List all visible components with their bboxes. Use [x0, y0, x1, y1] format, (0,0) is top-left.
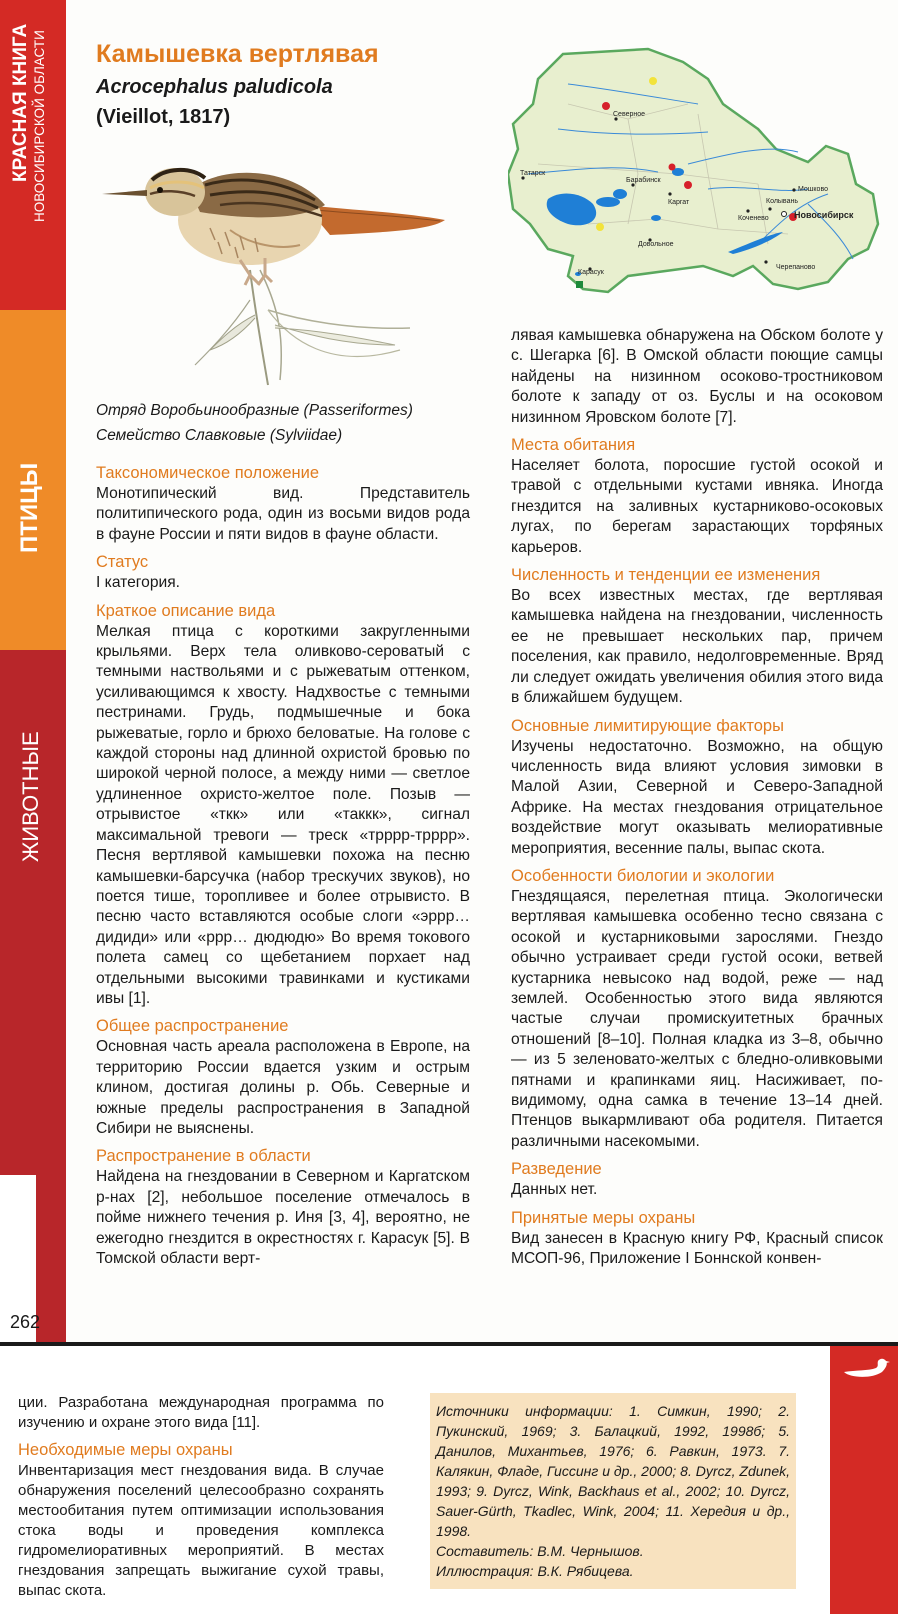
map-label: Черепаново	[776, 264, 816, 271]
sources-text: Источники информации: 1. Симкин, 1990; 2. Пукинский, 1969; 3. Балацкий, 1992, 1998б; 5. Данилов, Михантьев, 1976; 6. Равкин, 1973. 7. Калякин, Фладе, Гиссинг и др., 2000; 8. Dyrcz, Zdunek, 1993; 9. Dyrcz, Wink, Backhaus et al., 2002; 10. Dyrcz, Sauer-Gürth, Tkadlec, Wink, 2004; 11. Хередия и др., 1998.	[436, 1403, 790, 1539]
map-label: Карасук	[578, 269, 604, 276]
compiler-text: Составитель: В.М. Чернышов.	[436, 1543, 644, 1559]
map-label: Каргат	[668, 199, 690, 206]
section-heading: Разведение	[511, 1160, 602, 1179]
section-text: Основная часть ареала расположена в Европе, на территорию России вдается узким и острым клином, достигая долины р. Обь. Северные и южные пределы распространения в Западной Сибири не выяснены.	[96, 1038, 470, 1137]
section-text: Монотипический вид. Представитель политипического рода, один из восьми видов рода в фауне России и пяти видов в фауне области.	[96, 485, 470, 543]
taxonomy-order: Отряд Воробьинообразные (Passeriformes)	[96, 402, 413, 419]
map-label: Довольное	[638, 241, 674, 248]
lower-left-column	[18, 1393, 384, 1607]
distribution-map	[508, 44, 888, 294]
section-heading: Общее распространение	[96, 1017, 289, 1036]
map-label: Коченево	[738, 215, 769, 222]
section-heading: Места обитания	[511, 436, 636, 455]
duck-icon	[842, 1356, 890, 1380]
section-heading: Распространение в области	[96, 1147, 311, 1166]
section-heading: Статус	[96, 553, 149, 572]
section-heading: Основные лимитирующие факторы	[511, 716, 784, 735]
page-divider	[0, 1342, 898, 1346]
page-number: 262	[10, 1312, 41, 1332]
section-heading: Краткое описание вида	[96, 601, 276, 620]
section-text: I категория.	[96, 574, 180, 592]
section-heading: Таксономическое положение	[96, 464, 320, 482]
section-heading: Особенности биологии и экологии	[511, 866, 775, 885]
species-author: (Vieillot, 1817)	[96, 106, 231, 128]
book-title: КРАСНАЯ КНИГА	[10, 23, 31, 182]
section-text: ции. Разработана международная программа по изучению и охране этого вида [11].	[18, 1394, 384, 1431]
species-latin: Acrocephalus paludicola	[96, 76, 333, 98]
kingdom-label: ЖИВОТНЫЕ	[18, 731, 43, 862]
section-label: ПТИЦЫ	[16, 462, 43, 553]
right-column	[511, 326, 883, 1275]
bird-illustration	[100, 150, 470, 390]
section-text: Данных нет.	[511, 1181, 598, 1199]
lower-red-band	[830, 1346, 898, 1614]
section-text: Вид занесен в Красную книгу РФ, Красный список МСОП-96, Приложение I Боннской конвен-	[511, 1229, 883, 1268]
section-text: лявая камышевка обнаружена на Обском болоте у с. Шегарка [6]. В Омской области поющие самцы найдены на низинном осоково-тростниковом болоте к западу от оз. Буслы и на осоковом низинном Яровском болоте [7].	[511, 327, 883, 426]
section-heading: Принятые меры охраны	[511, 1208, 696, 1227]
section-text: Найдена на гнездовании в Северном и Каргатском р-нах [2], небольшое поселение отмечалось в пойме нижнего течения р. Иня [3, 4], вероятно, не ежегодно гнездится в окрестностях г. Карасук [5]. В Томской области верт-	[96, 1168, 470, 1267]
section-text: Во всех известных местах, где вертлявая камышевка найдена на гнездовании, численность ее не превышает нескольких пар, причем поселения, как правило, недолговременные. Вряд ли следует ожидать увеличения обилия этого вида в ближайшем будущем.	[511, 587, 883, 707]
section-text: Изучены недостаточно. Возможно, на общую численность вида влияют условия зимовки в Малой Азии, Северной и Северо-Западной Африке. На местах гнездования отрицательное воздействие могут оказывать мелиоративные мероприятия, весенние палы, выпас скота.	[511, 737, 883, 857]
section-text: Мелкая птица с короткими закругленными крыльями. Верх тела оливково-сероватый с темными наствольями и с рыжеватым оттенком, усиливающимся к хвосту. Надхвостье с темными пестринами. Грудь, подмышечные и бока рыжеватые, горло и брюхо беловатые. На голове с каждой стороны над длинной охристой бровью по широкой черной полосе, а между ними — светлое удлиненное охристо-желтое поле. Позыв — отрывистое «ткк» или «таккк», сигнал максимальной тревоги — треск «трррр-трррр». Песня вертлявой камышевки похожа на песню камышевки-барсучка (набор трескучих звуков), но поется тише, торопливее и более отрывисто. В песню часто вставляются особые слоги «эррр… дидиди» или «ррр… дюдюдю» Во время токового полета самец со щебетанием порхает над отдельными высокими травинками и кустиками ивы [1].	[96, 622, 470, 1007]
sources-box	[430, 1393, 796, 1589]
taxonomy-family: Семейство Славковые (Sylviidae)	[96, 427, 343, 444]
left-column	[96, 462, 470, 1275]
book-subtitle: НОВОСИБИРСКОЙ ОБЛАСТИ	[32, 30, 47, 222]
section-text: Гнездящаяся, перелетная птица. Экологически вертлявая камышевка особенно тесно связана с осокой и кустарниковыми зарослями. Гнездо обычно устраивает среди густой осоки, ветвей кустарника невысоко над водой, реже — над землей. Особенностью этого вида являются частые случаи промискуитетных брачных отношений [8–10]. Полная кладка из 3–8, обычно — из 5 зеленовато-желтых с бледно-оливковыми пятнами и крапинками яиц. Насиживает, по-видимому, одна самка в течение 13–14 дней. Птенцов выкармливают оба родителя. Питается различными насекомыми.	[511, 887, 883, 1150]
section-text: Инвентаризация мест гнездования вида. В случае обнаружения поселений целесообразно сохранять местообитания путем оптимизации использования стока воды и проведения комплекса гидромелиоративных мероприятий. В местах гнездования запрещать выжигание сухой травы, выпас скота.	[18, 1462, 384, 1599]
map-label: Барабинск	[626, 177, 661, 184]
map-label: Колывань	[766, 198, 798, 205]
section-heading: Численность и тенденции ее изменения	[511, 566, 821, 585]
section-heading: Необходимые меры охраны	[18, 1441, 233, 1459]
map-label: Татарск	[520, 170, 546, 177]
illustrator-text: Иллюстрация: В.К. Рябицева.	[436, 1563, 634, 1579]
map-label: Северное	[613, 111, 646, 118]
section-text: Населяет болота, поросшие густой осокой и травой с отдельными кустами ивняка. Иногда гнездится на заливных кустарниково-осоковых лугах, по берегам зарастающих торфяных карьеров.	[511, 457, 883, 556]
species-title: Камышевка вертлявая	[96, 40, 379, 68]
map-label: Новосибирск	[794, 210, 854, 220]
sidebar	[0, 0, 66, 1342]
map-label: Мошково	[798, 186, 828, 193]
